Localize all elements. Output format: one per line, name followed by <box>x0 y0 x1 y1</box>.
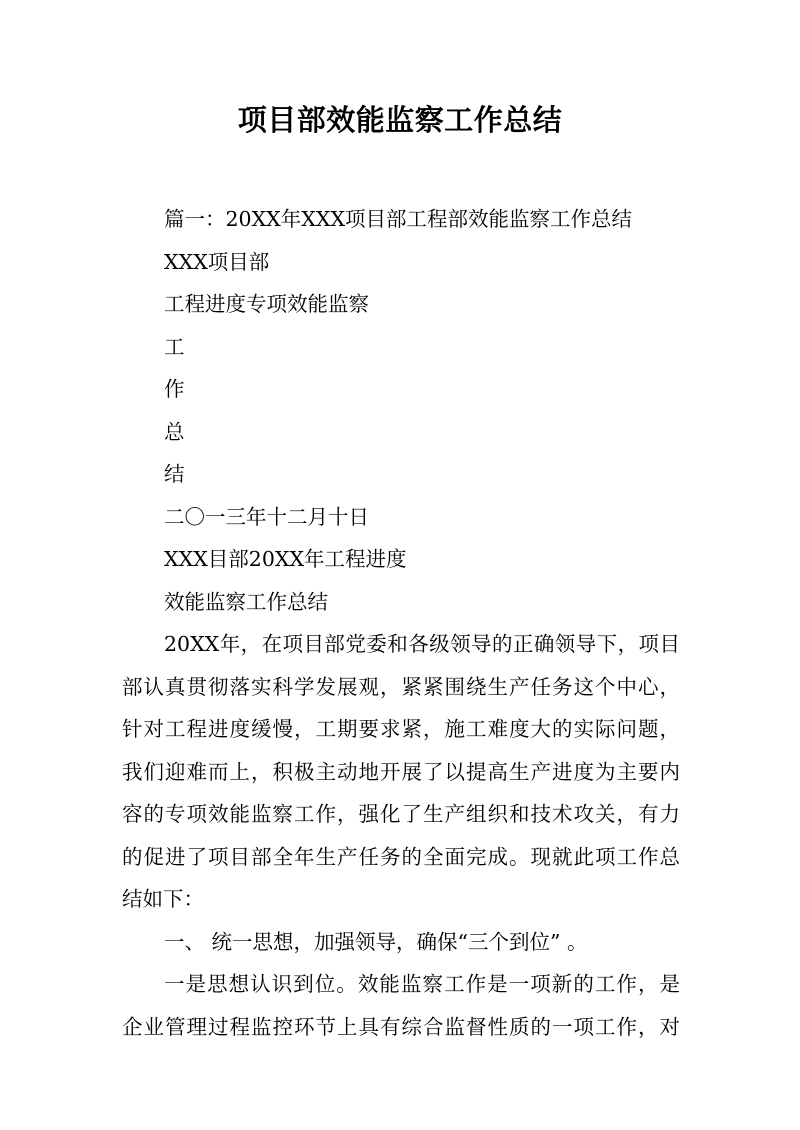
paragraph-line: 作 <box>164 377 185 401</box>
paragraph-line: 结 <box>164 462 185 486</box>
section-heading: 一、 统一思想，加强领导，确保“三个到位” 。 <box>164 929 588 954</box>
paragraph-line: 我们迎难而上，积极主动地开展了以提高生产进度为主要内 <box>122 759 680 784</box>
paragraph-line: XXX目部20XX年工程进度 <box>164 547 407 571</box>
paragraph-line: XXX项目部 <box>164 249 270 274</box>
paragraph-line: 一是思想认识到位。效能监察工作是一项新的工作，是 <box>164 972 680 996</box>
paragraph-line: 工程进度专项效能监察 <box>164 292 369 316</box>
paragraph-line: 工 <box>164 334 185 359</box>
paragraph-line: 针对工程进度缓慢，工期要求紧，施工难度大的实际问题， <box>122 717 680 741</box>
paragraph-line: 总 <box>164 419 185 444</box>
paragraph-line: 效能监察工作总结 <box>164 589 328 614</box>
document-title: 项目部效能监察工作总结 <box>237 103 563 137</box>
paragraph-line: 结如下： <box>122 887 204 911</box>
paragraph-line: 企业管理过程监控环节上具有综合监督性质的一项工作，对 <box>122 1014 680 1039</box>
paragraph-line: 的促进了项目部全年生产任务的全面完成。现就此项工作总 <box>122 844 680 869</box>
paragraph-line: 篇一：20XX年XXX项目部工程部效能监察工作总结 <box>164 207 633 231</box>
document-body <box>122 198 680 1048</box>
paragraph-line: 20XX年，在项目部党委和各级领导的正确领导下，项目 <box>164 632 680 656</box>
paragraph-line: 容的专项效能监察工作，强化了生产组织和技术攻关，有力 <box>122 802 680 826</box>
paragraph-line: 二〇一三年十二月十日 <box>164 504 369 529</box>
paragraph-line: 部认真贯彻落实科学发展观，紧紧围绕生产任务这个中心， <box>122 674 680 699</box>
